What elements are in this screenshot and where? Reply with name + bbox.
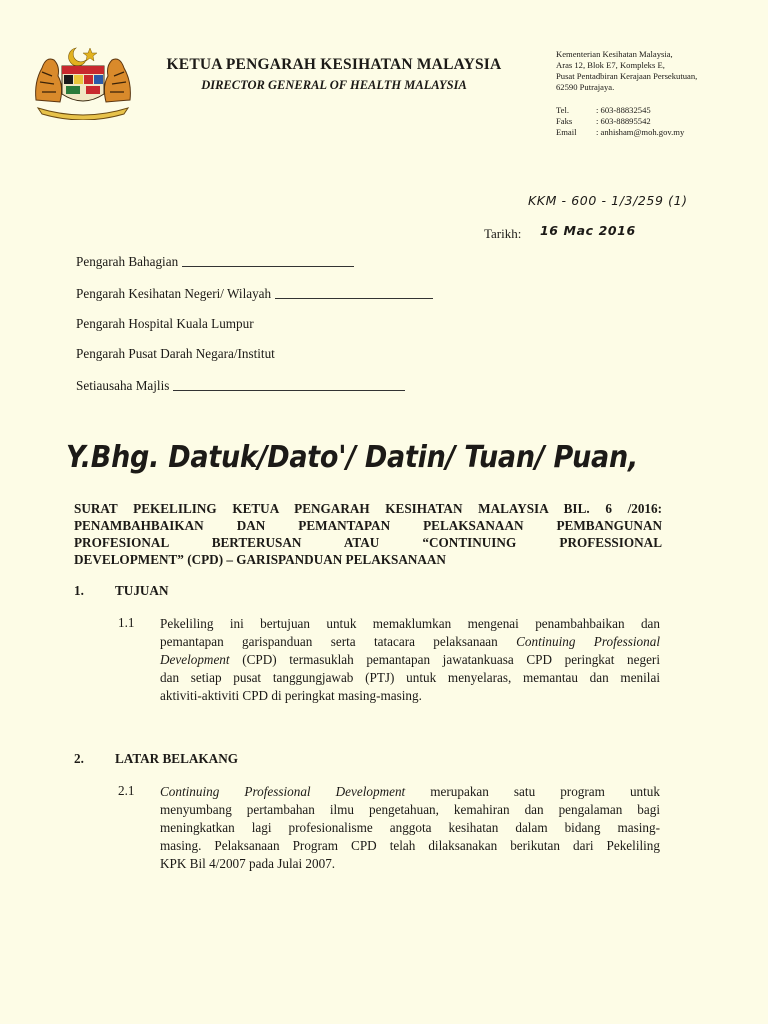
text-run: masing. Pelaksanaan Program CPD telah dilaksanakan berikutan dari Pekeliling (160, 838, 660, 853)
address-line: Kementerian Kesihatan Malaysia, (556, 49, 673, 59)
paragraph-1-1 (160, 615, 660, 705)
recipient-line (76, 286, 433, 302)
text-run: merupakan satu program untuk (405, 784, 660, 799)
paragraph-line (160, 633, 660, 651)
subject-line: PROFESIONAL BERTERUSAN ATAU “CONTINUING PROFESSIONAL (74, 535, 662, 550)
contact-fax (556, 116, 684, 127)
recipient-text: Pengarah Bahagian (76, 254, 179, 269)
blank-line (275, 297, 433, 299)
reference-number: KKM - 600 - 1/3/259 (1) (528, 193, 688, 208)
contact-details (556, 105, 684, 138)
contact-value: : 603-88895542 (596, 116, 651, 126)
recipient-line (76, 316, 254, 332)
paragraph-line (160, 801, 660, 819)
blank-line (182, 265, 354, 267)
paragraph-number: 2.1 (118, 783, 135, 798)
contact-email (556, 127, 684, 138)
section-number: 2. (74, 751, 84, 766)
blank-line (173, 389, 405, 391)
text-run: meningkatkan lagi profesionalisme anggota kesihatan dalam bidang masing- (160, 820, 660, 835)
subject-line: PENAMBAHBAIKAN DAN PEMANTAPAN PELAKSANAAN PEMBANGUNAN (74, 518, 662, 533)
subject-line: SURAT PEKELILING KETUA PENGARAH KESIHATAN MALAYSIA BIL. 6 /2016: (74, 501, 662, 516)
recipient-line (76, 346, 275, 362)
text-run: (CPD) termasuklah pemantapan jawatankuasa CPD peringkat negeri (229, 652, 660, 667)
text-run: aktiviti-aktiviti CPD di peringkat masing-masing. (160, 688, 422, 703)
contact-tel (556, 105, 684, 116)
text-run-italic: Continuing Professional (516, 634, 660, 649)
text-run: KPK Bil 4/2007 pada Julai 2007. (160, 856, 336, 871)
text-run: pemantapan garispanduan serta tatacara pelaksanaan (160, 634, 517, 649)
paragraph-line (160, 819, 660, 837)
contact-label: Tel. (556, 105, 569, 115)
subject-heading (74, 500, 662, 568)
org-name-malay: KETUA PENGARAH KESIHATAN MALAYSIA (166, 56, 502, 73)
paragraph-line (160, 615, 660, 633)
contact-label: Faks (556, 116, 573, 126)
text-run: menyumbang pertambahan ilmu pengetahuan, kemahiran dan pengalaman bagi (160, 802, 660, 817)
date-value: 16 Mac 2016 (540, 223, 636, 238)
section-title: TUJUAN (115, 583, 169, 598)
subject-line: DEVELOPMENT” (CPD) – GARISPANDUAN PELAKSANAAN (74, 552, 446, 567)
paragraph-line (160, 855, 660, 873)
address-line: 62590 Putrajaya. (556, 82, 615, 92)
recipient-text: Pengarah Hospital Kuala Lumpur (76, 316, 254, 331)
paragraph-line (160, 687, 660, 705)
paragraph-line (160, 783, 660, 801)
recipient-line (76, 254, 354, 270)
malaysia-coat-of-arms-icon (30, 42, 136, 120)
address-line: Aras 12, Blok E7, Kompleks E, (556, 60, 665, 70)
paragraph-line (160, 669, 660, 687)
paragraph-line (160, 651, 660, 669)
section-title: LATAR BELAKANG (115, 751, 238, 766)
contact-value: : 603-88832545 (596, 105, 651, 115)
text-run-italic: Development (160, 652, 230, 667)
address-line: Pusat Pentadbiran Kerajaan Persekutuan, (556, 71, 698, 81)
text-run-italic: Continuing Professional Development (160, 784, 406, 799)
salutation: Y.Bhg. Datuk/Dato'/ Datin/ Tuan/ Puan, (66, 440, 638, 475)
org-name-english: DIRECTOR GENERAL OF HEALTH MALAYSIA (201, 78, 467, 92)
recipient-text: Pengarah Kesihatan Negeri/ Wilayah (76, 286, 272, 301)
recipient-line (76, 378, 405, 394)
contact-value: : anhisham@moh.gov.my (596, 127, 685, 137)
paragraph-number: 1.1 (118, 615, 135, 630)
recipient-text: Pengarah Pusat Darah Negara/Institut (76, 346, 275, 361)
contact-label: Email (556, 127, 577, 137)
date-label: Tarikh: (484, 226, 522, 241)
ministry-address (556, 49, 756, 93)
section-number: 1. (74, 583, 84, 598)
paragraph-line (160, 837, 660, 855)
text-run: Pekeliling ini bertujuan untuk memaklumkan mengenai penambahbaikan dan (160, 616, 660, 631)
text-run: dan setiap pusat tanggungjawab (PTJ) untuk menyelaras, memantau dan menilai (160, 670, 660, 685)
recipient-text: Setiausaha Majlis (76, 378, 170, 393)
paragraph-2-1 (160, 783, 660, 873)
